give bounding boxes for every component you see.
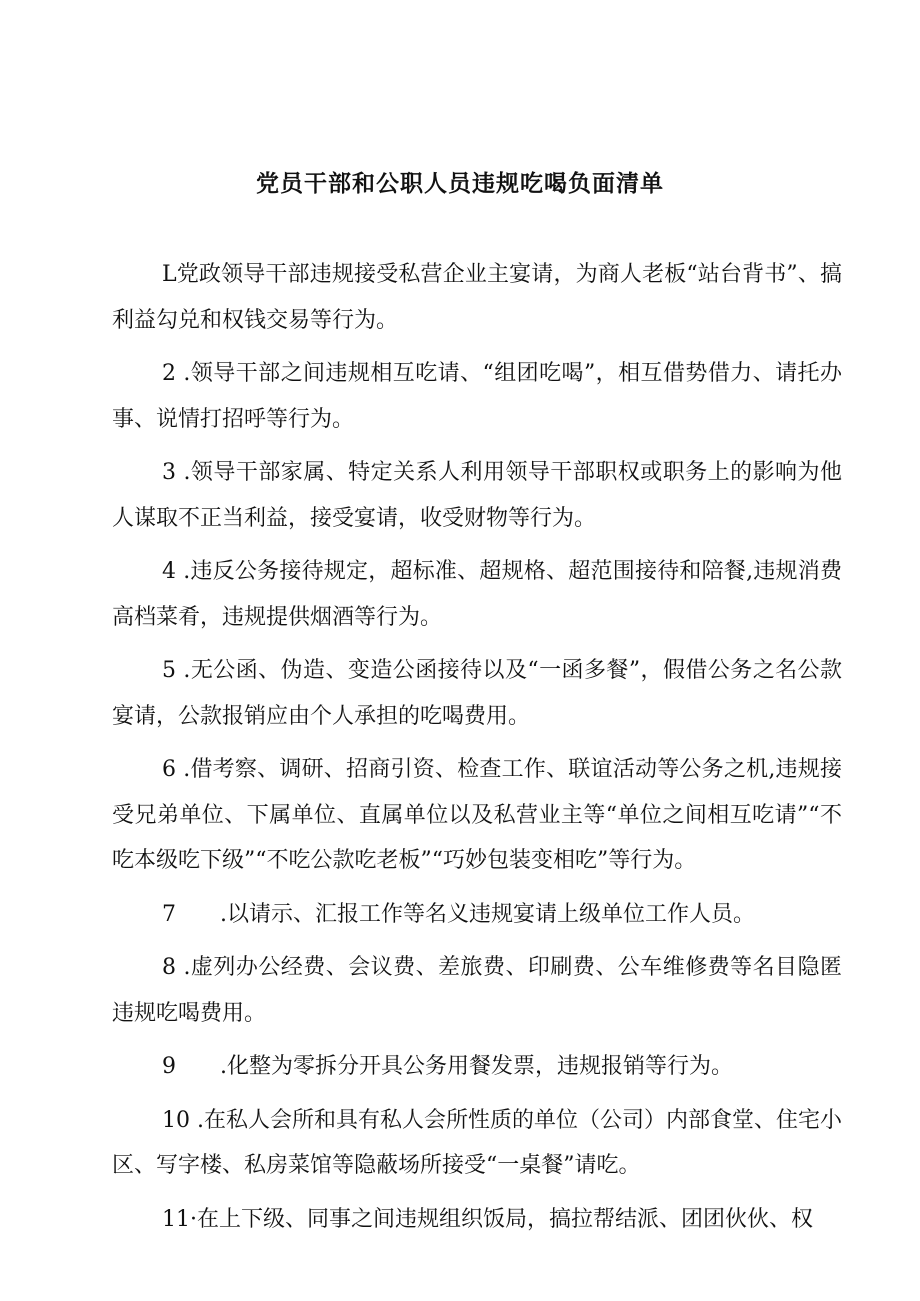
item-text: 党政领导干部违规接受私营企业主宴请，为商人老板“站台背书”、搞利益勾兑和权钱交易等行为。 (112, 262, 842, 333)
list-item (112, 1044, 842, 1090)
list-item (112, 1197, 842, 1243)
item-number: 9 . (162, 1054, 227, 1079)
item-text: 虚列办公经费、会议费、差旅费、印刷费、公车维修费等名目隐匿违规吃喝费用。 (112, 955, 842, 1026)
item-text: 领导干部之间违规相互吃请、“组团吃喝”，相互借势借力、请托办事、说情打招呼等行为。 (112, 361, 842, 432)
list-item (112, 747, 842, 884)
item-number: 10 . (162, 1107, 204, 1133)
document-title: 党员干部和公职人员违规吃喝负面清单 (256, 170, 664, 197)
item-number: L (162, 262, 177, 287)
document-body (112, 252, 842, 1250)
item-text: 领导干部家属、特定关系人利用领导干部职权或职务上的影响为他人谋取不正当利益，接受宴请，收受财物等行为。 (112, 460, 842, 531)
list-item (112, 648, 842, 739)
item-text: 无公函、伪造、变造公函接待以及“一函多餐”，假借公务之名公款宴请，公款报销应由个人承担的吃喝费用。 (112, 658, 842, 729)
item-text: 以请示、汇报工作等名义违规宴请上级单位工作人员。 (227, 901, 756, 927)
list-item (112, 549, 842, 640)
list-item (112, 252, 842, 343)
list-item (112, 450, 842, 541)
item-number: 11· (162, 1206, 197, 1232)
item-number: 6 . (162, 757, 191, 782)
item-number: 7 . (162, 901, 227, 927)
item-number: 5 . (162, 658, 191, 683)
item-text: 在上下级、同事之间违规组织饭局，搞拉帮结派、团团伙伙、权 (197, 1206, 814, 1232)
item-text: 化整为零拆分开具公务用餐发票，违规报销等行为。 (227, 1054, 734, 1079)
list-item (112, 945, 842, 1036)
list-item (112, 351, 842, 442)
item-number: 2 . (162, 361, 191, 386)
item-text: 违反公务接待规定，超标准、超规格、超范围接待和陪餐,违规消费高档菜肴，违规提供烟酒等行为。 (112, 559, 843, 630)
item-text: 借考察、调研、招商引资、检查工作、联谊活动等公务之机,违规接受兄弟单位、下属单位、直属单位以及私营业主等“单位之间相互吃请”“不吃本级吃下级”“不吃公款吃老板”“巧妙包装变相吃”等行为。 (112, 757, 843, 873)
item-number: 3 . (162, 460, 191, 485)
list-item (112, 892, 842, 938)
item-number: 4 . (162, 559, 191, 584)
item-number: 8 . (162, 955, 191, 980)
list-item (112, 1098, 842, 1189)
item-text: 在私人会所和具有私人会所性质的单位（公司）内部食堂、住宅小区、写字楼、私房菜馆等隐蔽场所接受“一桌餐”请吃。 (112, 1107, 842, 1178)
